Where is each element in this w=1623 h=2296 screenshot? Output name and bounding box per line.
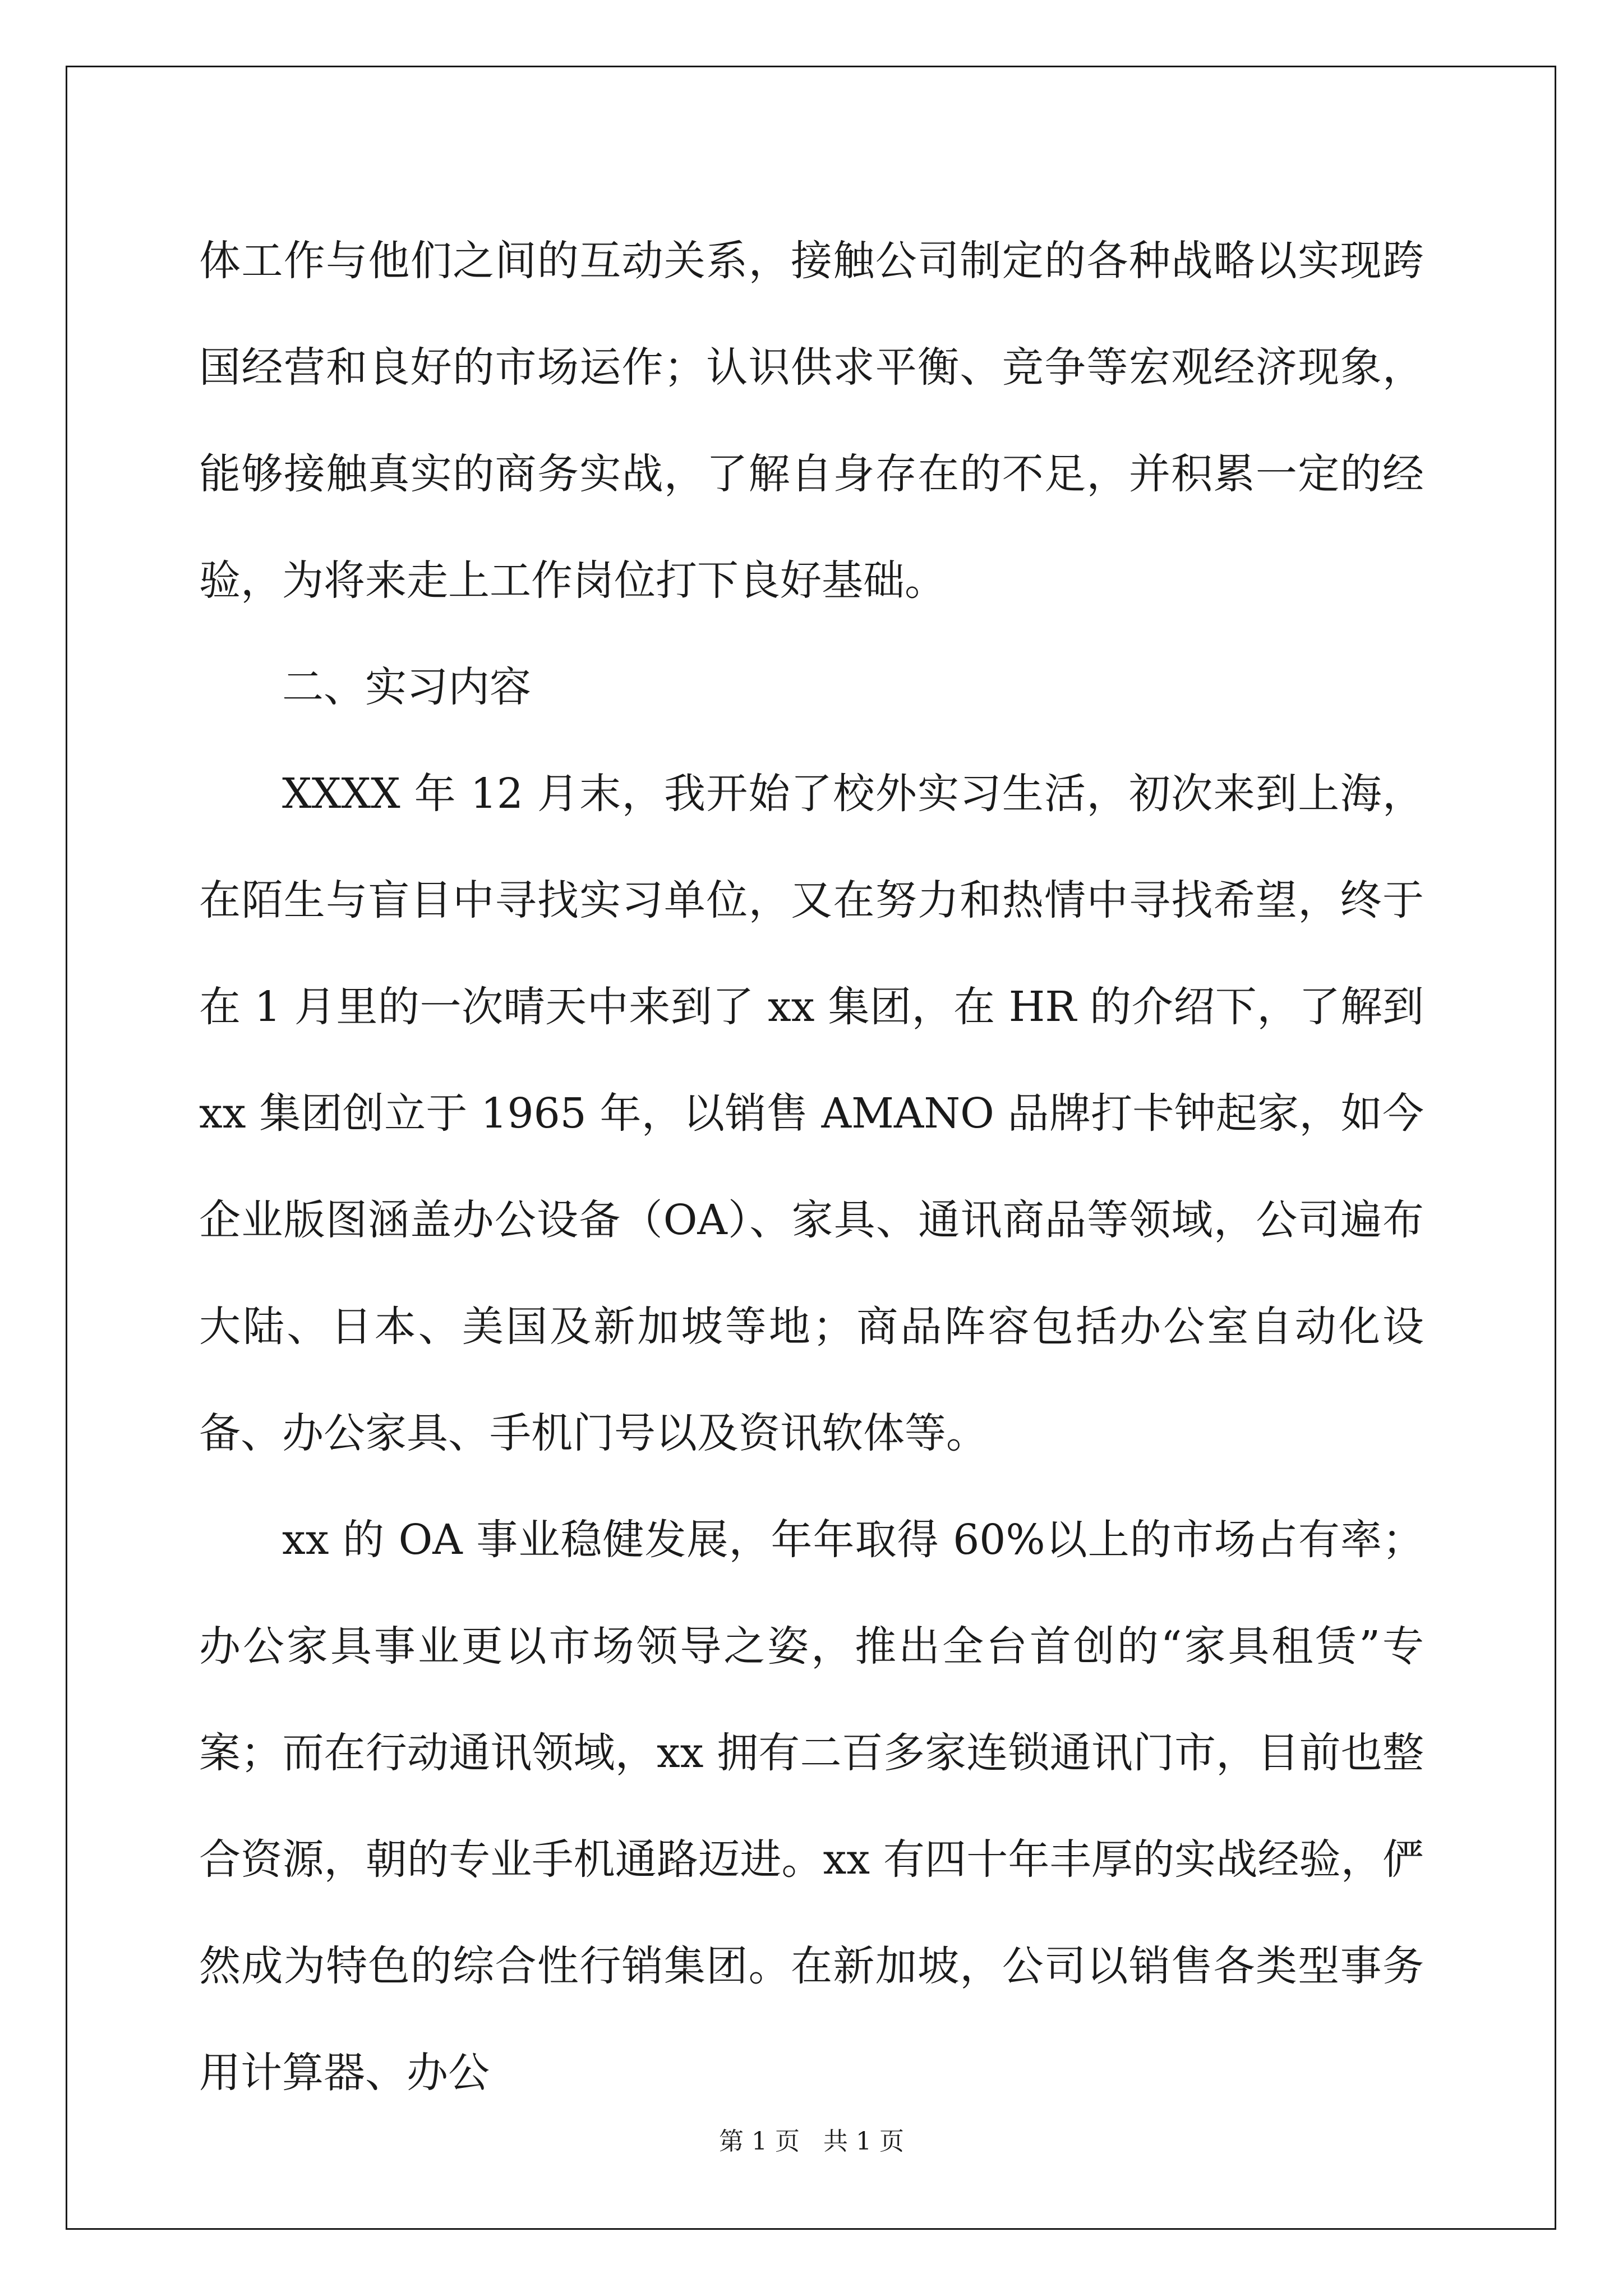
page-number-footer: 第 1 页 共 1 页 (719, 2127, 904, 2156)
paragraph-2: XXXX 年 12 月末，我开始了校外实习生活，初次来到上海，在陌生与盲目中寻找实习单位，又在努力和热情中寻找希望，终于在 1 月里的一次晴天中来到了 xx 集团，在 HR 的介绍下，了解到 xx 集团创立于 1965 年，以销售 AMANO 品牌打卡钟起家，如今企业版图涵盖办公设备（OA）、家具、通讯商品等领域，公司遍布大陆、日本、美国及新加坡等地；商品阵容包括办公室自动化设备、办公家具、手机门号以及资讯软体等。 (199, 770, 1424, 1457)
paragraph-3: xx 的 OA 事业稳健发展，年年取得 60%以上的市场占有率；办公家具事业更以市场领导之姿，推出全台首创的“家具租赁”专案；而在行动通讯领域，xx 拥有二百多家连锁通讯门市，目前也整合资源，朝的专业手机通路迈进。xx 有四十年丰厚的实战经验，俨然成为特色的综合性行销集团。在新加坡，公司以销售各类型事务用计算器、办公 (199, 1516, 1424, 2097)
section-heading: 二、实习内容 (282, 663, 531, 711)
paragraph-1: 体工作与他们之间的互动关系，接触公司制定的各种战略以实现跨国经营和良好的市场运作；认识供求平衡、竞争等宏观经济现象，能够接触真实的商务实战，了解自身存在的不足，并积累一定的经验，为将来走上工作岗位打下良好基础。 (199, 237, 1424, 605)
document-body (199, 208, 1424, 2126)
